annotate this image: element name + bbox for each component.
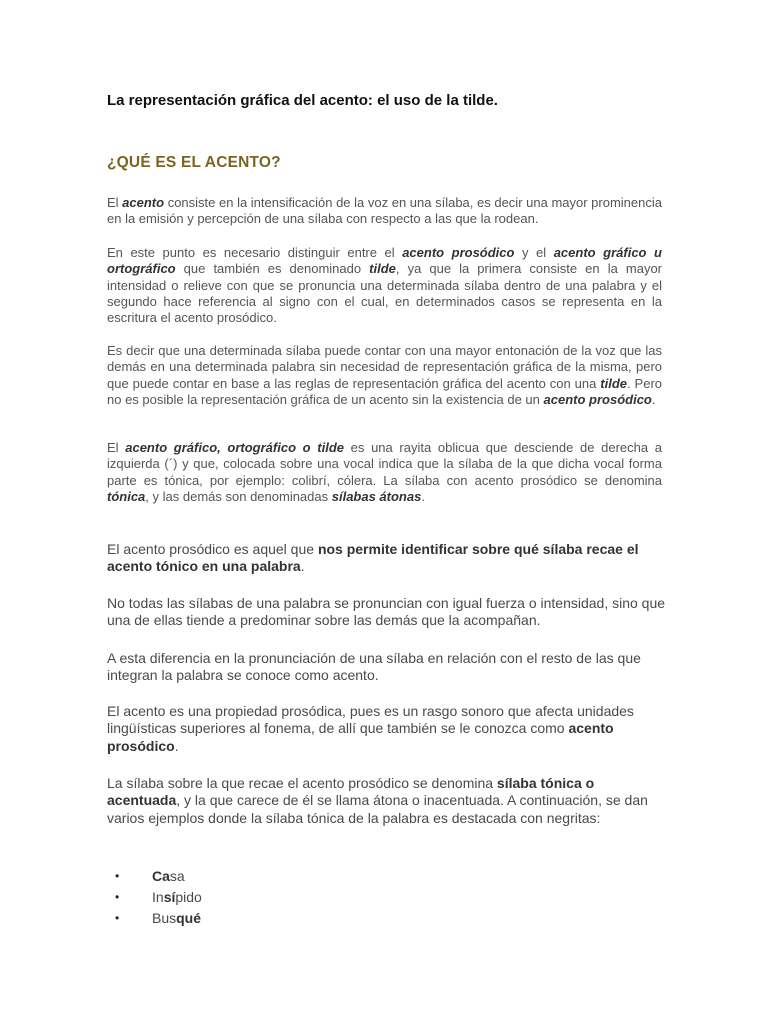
stressed-syllable: Ca [152, 868, 170, 884]
bold-term: acento prosódico [402, 245, 515, 260]
text-run: El acento es una propiedad prosódica, pues es un rasgo sonoro que afecta unidades lingüísticas superiores al fonema, de allí que también se le conozca como [107, 703, 634, 737]
text-run: . [300, 558, 305, 575]
bold-term: sílaba tónica o acentuada [107, 775, 595, 809]
bold-term: nos permite identificar sobre qué sílaba recae el acento tónico en una palabra [107, 541, 639, 575]
paragraph-silaba-tonica [107, 775, 667, 827]
bold-term: acento [122, 195, 165, 210]
bold-term: acento gráfico, ortográfico o tilde [125, 440, 345, 455]
text-run: , y las demás son denominadas [145, 488, 332, 504]
text-run: Es decir que una determinada sílaba puede contar con una mayor entonación de la voz que las demás en una determinada palabra sin necesidad de representación gráfica de la misma, pero que puede contar en base a las reglas de representación gráfica del acento con una [107, 343, 662, 391]
paragraph-acento-definition [107, 195, 662, 228]
bullet-icon: • [115, 890, 120, 904]
bold-term: acento prosódico [543, 391, 652, 407]
bold-term: acento prosódico [107, 720, 614, 754]
text-run: El [107, 440, 126, 455]
paragraph-propiedad-prosodica [107, 703, 667, 755]
text-run: es una rayita oblicua que desciende de derecha a izquierda (´) y que, colocada sobre una vocal indica que la sílaba de la que dicha vocal forma parte es tónica, por ejemplo: colibrí, cólera. La sílaba con acento prosódico se denomina [107, 440, 663, 488]
paragraph-acento-prosodico [107, 541, 667, 576]
paragraph-diferencia-pronunciacion: A esta diferencia en la pronunciación de una sílaba en relación con el resto de las que integran la palabra se conoce como acento. [107, 650, 641, 684]
text-run: sa [169, 868, 185, 884]
text-run: . Pero no es posible la representación gráfica de un acento sin la existencia de un [107, 375, 662, 407]
text-run: . [174, 737, 179, 754]
paragraph-prosodico-vs-grafico [107, 245, 662, 326]
text-run: . [651, 391, 656, 407]
bold-term: tónica [107, 488, 146, 504]
paragraph-acento-grafico [107, 440, 662, 505]
bold-term: tilde [369, 261, 396, 277]
paragraph-fuerza-silabas: No todas las sílabas de una palabra se pronuncian con igual fuerza o intensidad, sino que una de ellas tiende a predominar sobre las demás que la acompañan. [107, 595, 666, 629]
text-run: consiste en la intensificación de la voz en una sílaba, es decir una mayor prominencia en la emisión y percepción de una sílaba con respecto a las que la rodean. [107, 195, 662, 227]
bullet-icon: • [115, 911, 120, 925]
paragraph-entonacion [107, 343, 662, 408]
examples-list [107, 866, 507, 929]
list-item [107, 866, 507, 887]
text-run: . [421, 488, 425, 504]
text-run: pido [175, 889, 202, 905]
stressed-syllable: sí [163, 889, 176, 905]
text-run: que también es denominado [175, 261, 370, 277]
text-run: Bus [152, 910, 177, 926]
list-item [107, 908, 507, 929]
text-run: El [107, 195, 123, 210]
text-run: In [152, 889, 164, 905]
text-run: La sílaba sobre la que recae el acento prosódico se denomina [107, 775, 497, 791]
text-run: , y la que carece de él se llama átona o inacentuada. A continuación, se dan varios ejemplos donde la sílaba tónica de la palabra es destacada con negritas: [107, 792, 648, 826]
bold-term: acento gráfico u ortográfico [107, 245, 662, 277]
text-run: y el [514, 245, 554, 260]
stressed-syllable: qué [176, 910, 202, 926]
text-run: El acento prosódico es aquel que [107, 541, 318, 557]
section-heading: ¿QUÉ ES EL ACENTO? [107, 154, 281, 171]
text-run: En este punto es necesario distinguir entre el [107, 245, 403, 260]
bold-term: sílabas átonas [331, 488, 422, 504]
list-item [107, 887, 507, 908]
bold-term: tilde [600, 375, 627, 391]
document-title: La representación gráfica del acento: el uso de la tilde. [107, 92, 498, 109]
bullet-icon: • [115, 869, 120, 883]
text-run: , ya que la primera consiste en la mayor intensidad o relieve con que se pronuncia una determinada sílaba dentro de una palabra y el segundo hace referencia al signo con el cual, en determinados casos se representa en la escritura el acento prosódico. [107, 261, 662, 326]
